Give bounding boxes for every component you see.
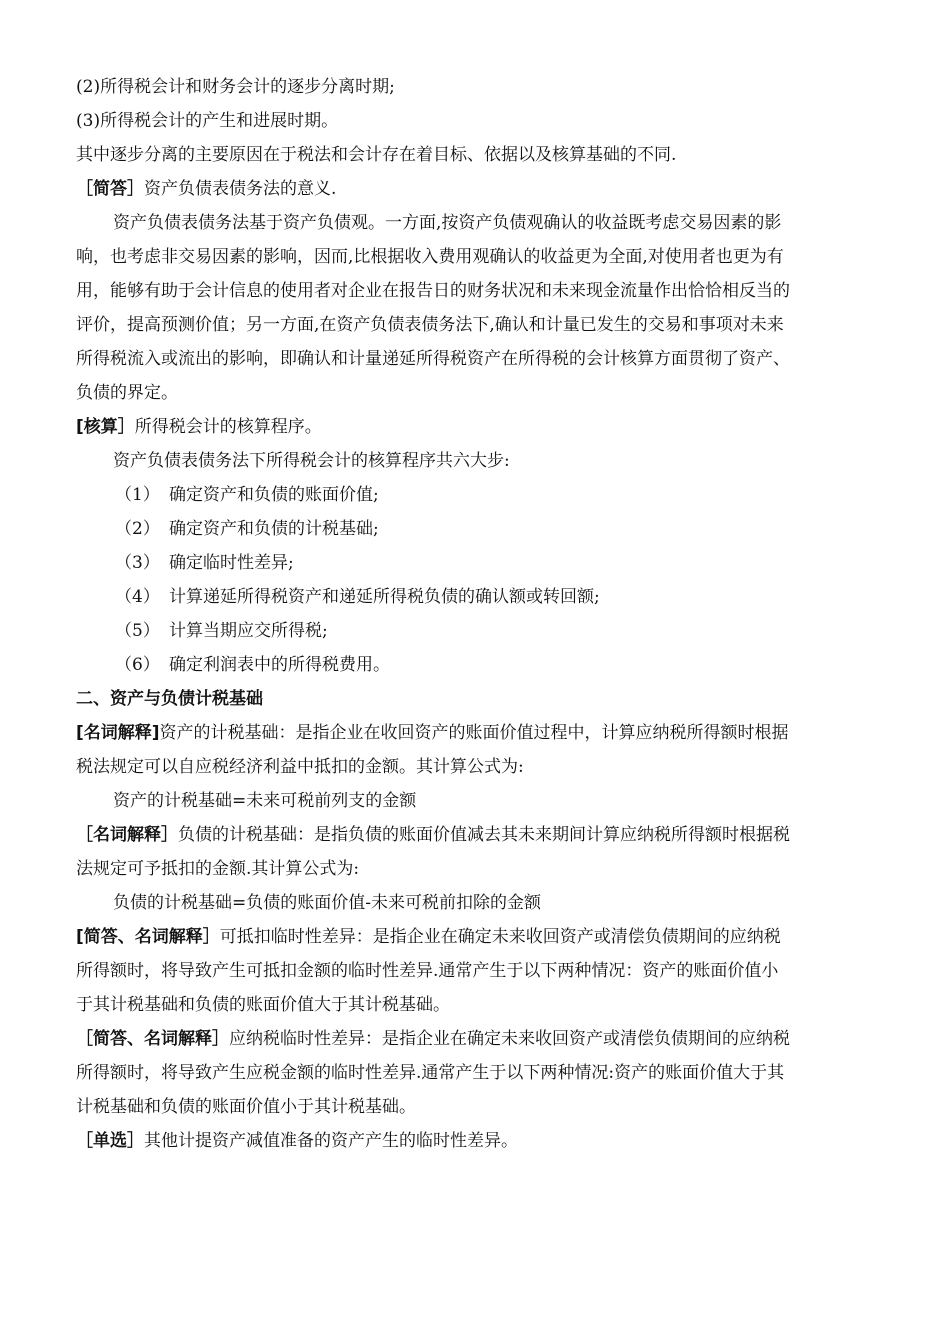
list-item-text: 计算递延所得税资产和递延所得税负债的确认额或转回额; xyxy=(169,587,600,607)
list-item-text: 计算当期应交所得税; xyxy=(169,621,328,641)
paragraph-line: 税法规定可以自应税经济利益中抵扣的金额。其计算公式为: xyxy=(76,757,524,777)
question-line xyxy=(76,178,336,202)
text-line: (2)所得税会计和财务会计的逐步分离时期; xyxy=(76,77,395,97)
question-line xyxy=(76,1028,790,1052)
list-item-number: （5） xyxy=(115,621,160,641)
list-item-text: 确定资产和负债的账面价值; xyxy=(169,485,379,505)
paragraph-line: 资产负债表债务法基于资产负债观。一方面,按资产负债观确认的收益既考虑交易因素的影 xyxy=(113,213,782,233)
question-line xyxy=(76,926,781,950)
paragraph-line: 响，也考虑非交易因素的影响，因而,比根据收入费用观确认的收益更为全面,对使用者也更为有 xyxy=(76,247,784,267)
paragraph-line: 法规定可予抵扣的金额.其计算公式为: xyxy=(76,859,360,879)
list-item xyxy=(115,586,600,610)
formula-line: 负债的计税基础=负债的账面价值-未来可税前扣除的金额 xyxy=(113,893,541,913)
list-item-text: 确定临时性差异; xyxy=(169,553,294,573)
list-item-text: 确定资产和负债的计税基础; xyxy=(169,519,379,539)
list-item-number: （1） xyxy=(115,485,160,505)
text-line: (3)所得税会计的产生和进展时期。 xyxy=(76,111,339,131)
question-type-tag: ［简答］ xyxy=(76,179,144,199)
question-type-tag: ［简答、名词解释］ xyxy=(76,1029,229,1049)
question-type-tag: ［名词解释］ xyxy=(76,825,178,845)
text-line: 其中逐步分离的主要原因在于税法和会计存在着目标、依据以及核算基础的不同. xyxy=(76,145,677,165)
paragraph-line: 评价，提高预测价值；另一方面,在资产负债表债务法下,确认和计量已发生的交易和事项对未来 xyxy=(76,315,784,335)
question-type-tag: [名词解释] xyxy=(76,723,160,743)
question-text: 应纳税临时性差异：是指企业在确定未来收回资产或清偿负债期间的应纳税 xyxy=(229,1029,790,1049)
question-text: 资产负债表债务法的意义. xyxy=(144,179,337,199)
paragraph-line: 所得额时，将导致产生可抵扣金额的临时性差异.通常产生于以下两种情况：资产的账面价值小 xyxy=(76,961,779,981)
question-text: 资产的计税基础：是指企业在收回资产的账面价值过程中，计算应纳税所得额时根据 xyxy=(159,723,789,743)
list-item xyxy=(115,620,328,644)
list-item xyxy=(115,654,390,678)
question-type-tag: [核算］ xyxy=(76,417,135,437)
list-item xyxy=(115,552,294,576)
paragraph-line: 负债的界定。 xyxy=(76,383,178,403)
question-type-tag: [简答、名词解释］ xyxy=(76,927,220,947)
paragraph-line: 用，能够有助于会计信息的使用者对企业在报告日的财务状况和未来现金流量作出恰恰相反当的 xyxy=(76,281,790,301)
question-text: 所得税会计的核算程序。 xyxy=(134,417,322,437)
question-line xyxy=(76,1130,518,1154)
question-line xyxy=(76,416,322,440)
question-text: 其他计提资产减值准备的资产产生的临时性差异。 xyxy=(144,1131,518,1151)
list-item-number: （4） xyxy=(115,587,160,607)
list-item xyxy=(115,484,379,508)
paragraph-line: 所得税流入或流出的影响，即确认和计量递延所得税资产在所得税的会计核算方面贯彻了资产、 xyxy=(76,349,790,369)
question-text: 负债的计税基础：是指负债的账面价值减去其未来期间计算应纳税所得额时根据税 xyxy=(178,825,790,845)
list-item xyxy=(115,518,379,542)
question-line xyxy=(76,722,789,746)
formula-line: 资产的计税基础=未来可税前列支的金额 xyxy=(113,791,417,811)
paragraph-line: 所得额时，将导致产生应税金额的临时性差异.通常产生于以下两种情况:资产的账面价值大于其 xyxy=(76,1063,785,1083)
list-item-text: 确定利润表中的所得税费用。 xyxy=(169,655,390,675)
question-text: 可抵扣临时性差异：是指企业在确定未来收回资产或清偿负债期间的应纳税 xyxy=(219,927,781,947)
question-type-tag: ［单选］ xyxy=(76,1131,144,1151)
list-item-number: （2） xyxy=(115,519,160,539)
question-line xyxy=(76,824,790,848)
paragraph-line: 于其计税基础和负债的账面价值大于其计税基础。 xyxy=(76,995,450,1015)
section-heading: 二、资产与负债计税基础 xyxy=(76,689,263,709)
list-item-number: （6） xyxy=(115,655,160,675)
paragraph-line: 计税基础和负债的账面价值小于其计税基础。 xyxy=(76,1097,416,1117)
paragraph-line: 资产负债表债务法下所得税会计的核算程序共六大步: xyxy=(113,451,510,471)
list-item-number: （3） xyxy=(115,553,160,573)
